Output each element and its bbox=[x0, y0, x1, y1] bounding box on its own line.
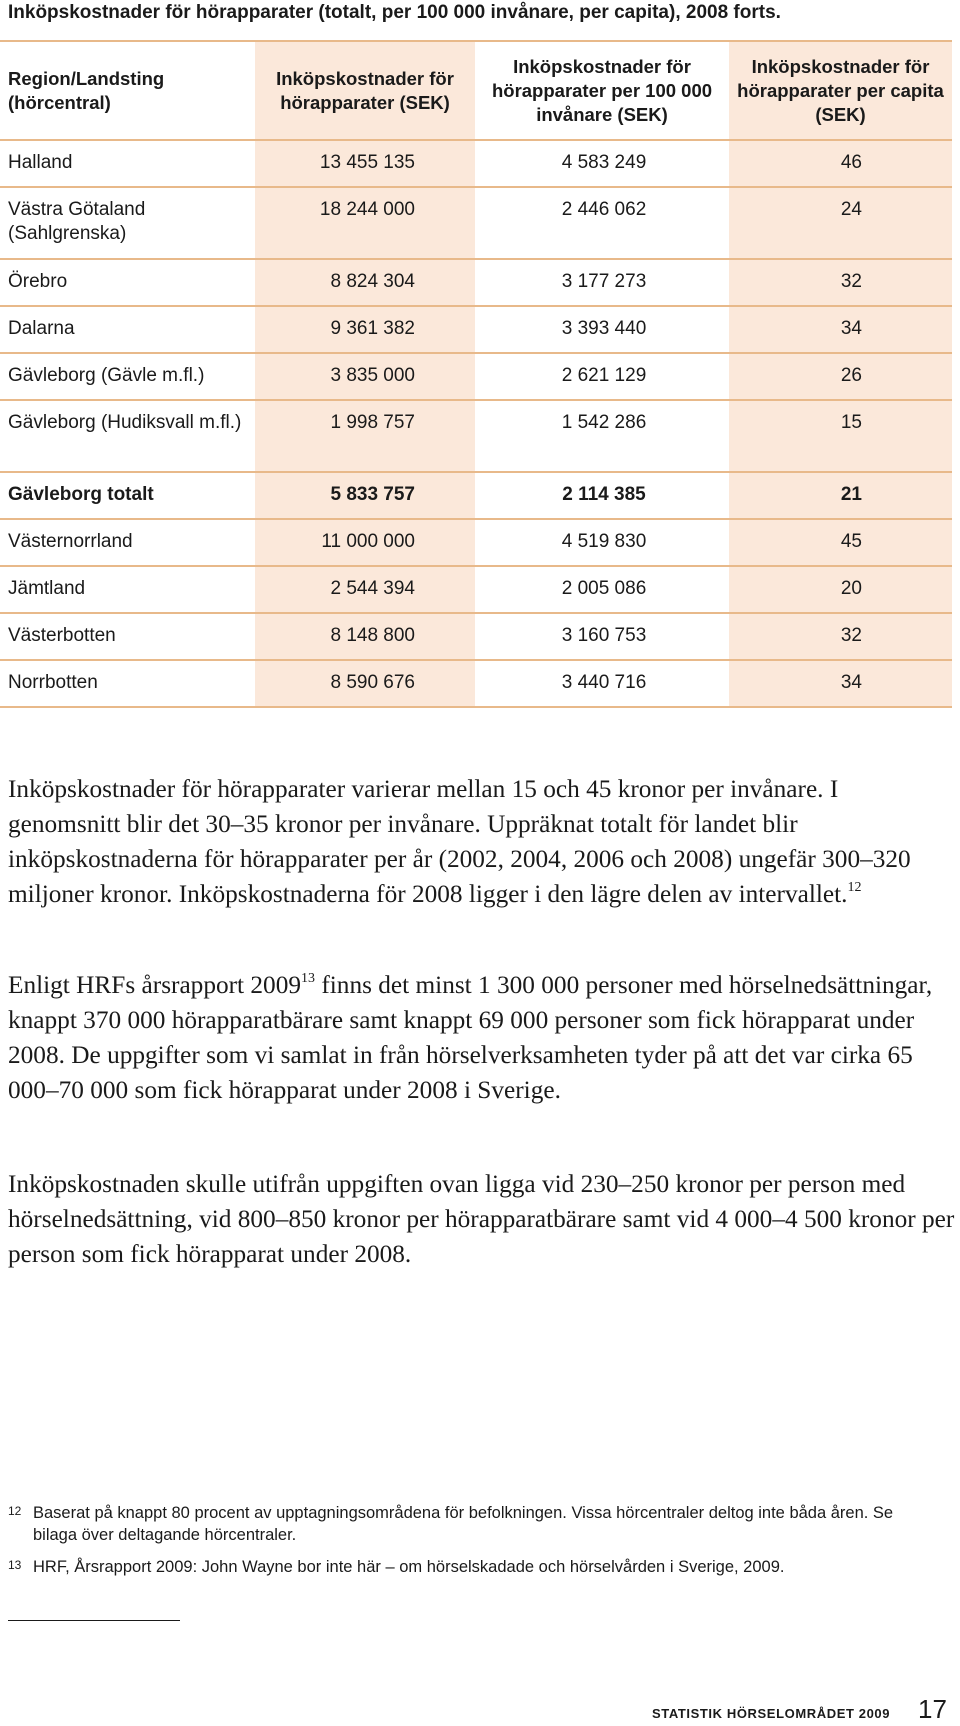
cell-per100k: 4 583 249 bbox=[475, 140, 729, 187]
cell-region: Gävleborg (Hudiksvall m.fl.) bbox=[0, 400, 255, 472]
cell-region: Norrbotten bbox=[0, 660, 255, 707]
cell-region: Gävleborg totalt bbox=[0, 472, 255, 519]
table-row bbox=[0, 140, 952, 187]
cell-total: 9 361 382 bbox=[255, 306, 475, 353]
cell-region: Halland bbox=[0, 140, 255, 187]
cell-per100k: 4 519 830 bbox=[475, 519, 729, 566]
paragraph-text: Enligt HRFs årsrapport 2009 bbox=[8, 971, 302, 999]
cell-region: Västernorrland bbox=[0, 519, 255, 566]
table-header-row bbox=[0, 41, 952, 140]
cell-total: 2 544 394 bbox=[255, 566, 475, 613]
running-footer: STATISTIK HÖRSELOMRÅDET 2009 bbox=[652, 1706, 891, 1721]
paragraph-text: finns det minst 1 300 000 personer med hörselnedsättningar, knappt 370 000 hörapparatbärare samt knappt 69 000 personer som fick hörapparat under 2008. De uppgifter som vi samlat in från hörselverksamheten tyder på att det var cirka 65 000–70 000 som fick hörapparat under 2008 i Sverige. bbox=[8, 971, 933, 1104]
header-total-cost: Inköpskostnader för hörapparater (SEK) bbox=[255, 41, 475, 140]
footnote-number: 13 bbox=[8, 1558, 22, 1572]
cell-per100k: 3 160 753 bbox=[475, 613, 729, 660]
cell-total: 3 835 000 bbox=[255, 353, 475, 400]
footnote-number: 12 bbox=[8, 1504, 22, 1518]
cell-per100k: 2 446 062 bbox=[475, 187, 729, 259]
cell-total: 13 455 135 bbox=[255, 140, 475, 187]
cell-percapita: 32 bbox=[729, 259, 952, 306]
cell-percapita: 21 bbox=[729, 472, 952, 519]
cell-per100k: 2 621 129 bbox=[475, 353, 729, 400]
table-row-total bbox=[0, 472, 952, 519]
table-row bbox=[0, 519, 952, 566]
table-title: Inköpskostnader för hörapparater (totalt, per 100 000 invånare, per capita), 2008 forts. bbox=[8, 2, 781, 23]
cell-percapita: 34 bbox=[729, 306, 952, 353]
table-row bbox=[0, 613, 952, 660]
cell-percapita: 34 bbox=[729, 660, 952, 707]
cell-percapita: 32 bbox=[729, 613, 952, 660]
table-row bbox=[0, 660, 952, 707]
footnote-text: HRF, Årsrapport 2009: John Wayne bor inte här – om hörselskadade och hörselvården i Sverige, 2009. bbox=[33, 1558, 785, 1576]
table-row bbox=[0, 187, 952, 259]
cell-per100k: 3 440 716 bbox=[475, 660, 729, 707]
cell-region: Västerbotten bbox=[0, 613, 255, 660]
header-cost-per-capita: Inköpskostnader för hörapparater per capita (SEK) bbox=[729, 41, 952, 140]
table-row bbox=[0, 353, 952, 400]
cell-total: 8 824 304 bbox=[255, 259, 475, 306]
cell-total: 8 148 800 bbox=[255, 613, 475, 660]
body-paragraph bbox=[8, 772, 956, 912]
cell-percapita: 15 bbox=[729, 400, 952, 472]
paragraph-text: Inköpskostnaden skulle utifrån uppgiften ovan ligga vid 230–250 kronor per person med hörselnedsättning, vid 800–850 kronor per hörapparatbärare samt vid 4 000–4 500 kronor per person som fick hörapparat under 2008. bbox=[8, 1170, 955, 1268]
table-row bbox=[0, 259, 952, 306]
cell-per100k: 3 177 273 bbox=[475, 259, 729, 306]
cell-region: Dalarna bbox=[0, 306, 255, 353]
body-paragraph bbox=[8, 968, 956, 1108]
table-row bbox=[0, 306, 952, 353]
footnote-divider bbox=[8, 1620, 180, 1621]
footnote-ref: 13 bbox=[301, 971, 316, 986]
header-cost-per-100k: Inköpskostnader för hörapparater per 100 000 invånare (SEK) bbox=[475, 41, 729, 140]
cell-total: 1 998 757 bbox=[255, 400, 475, 472]
cell-total: 5 833 757 bbox=[255, 472, 475, 519]
cell-percapita: 46 bbox=[729, 140, 952, 187]
cell-percapita: 20 bbox=[729, 566, 952, 613]
cell-percapita: 24 bbox=[729, 187, 952, 259]
cell-total: 8 590 676 bbox=[255, 660, 475, 707]
cell-per100k: 2 005 086 bbox=[475, 566, 729, 613]
cell-percapita: 26 bbox=[729, 353, 952, 400]
page-number: 17 bbox=[918, 1694, 947, 1724]
paragraph-text: Inköpskostnader för hörapparater varierar mellan 15 och 45 kronor per invånare. I genomsnitt blir det 30–35 kronor per invånare. Uppräknat totalt för landet blir inköpskostnaderna för hörapparater per år (2002, 2004, 2006 och 2008) ungefär 300–320 miljoner kronor. Inköpskostnaderna för 2008 ligger i den lägre delen av intervallet. bbox=[8, 775, 911, 908]
cell-per100k: 2 114 385 bbox=[475, 472, 729, 519]
body-paragraph bbox=[8, 1167, 956, 1272]
table-row bbox=[0, 566, 952, 613]
cell-region: Örebro bbox=[0, 259, 255, 306]
cell-total: 18 244 000 bbox=[255, 187, 475, 259]
cell-region: Gävleborg (Gävle m.fl.) bbox=[0, 353, 255, 400]
cost-table bbox=[0, 40, 952, 708]
cell-percapita: 45 bbox=[729, 519, 952, 566]
cell-region: Jämtland bbox=[0, 566, 255, 613]
cell-region: Västra Götaland (Sahlgrenska) bbox=[0, 187, 255, 259]
header-region: Region/Landsting (hörcentral) bbox=[0, 41, 255, 140]
table-row bbox=[0, 400, 952, 472]
footnote-ref: 12 bbox=[847, 880, 862, 895]
cell-per100k: 3 393 440 bbox=[475, 306, 729, 353]
cell-total: 11 000 000 bbox=[255, 519, 475, 566]
cell-per100k: 1 542 286 bbox=[475, 400, 729, 472]
footnote-text: Baserat på knappt 80 procent av upptagningsområdena för befolkningen. Vissa hörcentraler deltog inte båda åren. Se bilaga över deltagande hörcentraler. bbox=[33, 1504, 894, 1544]
